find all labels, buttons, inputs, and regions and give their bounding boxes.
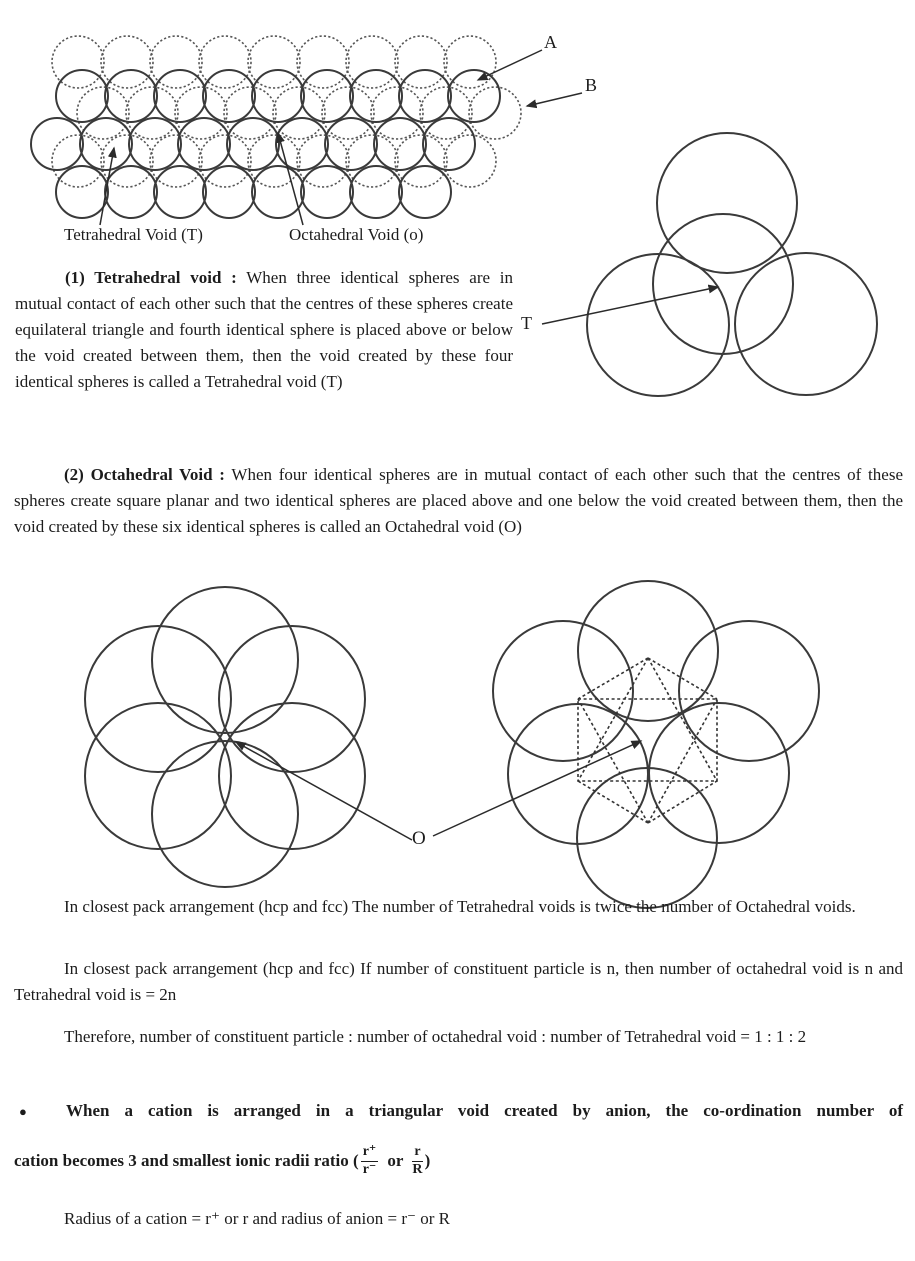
ionic-radii-ratio-formula — [14, 1144, 430, 1179]
fraction-denominator: r⁻ — [362, 1161, 377, 1177]
arrow-to-a-layer — [478, 50, 542, 80]
fraction-numerator: r⁺ — [361, 1144, 379, 1162]
paragraph-therefore-ratio: Therefore, number of constituent particle : number of octahedral void : number of Tetrahedral void = 1 : 1 : 2 — [64, 1027, 807, 1046]
arrow-octahedral-void — [278, 133, 303, 225]
caption-tetrahedral-void: Tetrahedral Void (T) — [64, 225, 203, 244]
bullet-icon: ● — [19, 1104, 27, 1119]
label-a: A — [544, 32, 557, 52]
paragraph-1-lead: (1) Tetrahedral void : — [65, 268, 237, 287]
tetrahedral-void-diagram — [587, 133, 877, 396]
formula-or: or — [387, 1150, 404, 1170]
paragraph-2-lead: (2) Octahedral Void : — [64, 465, 225, 484]
arrow-tetrahedral-void — [100, 148, 114, 225]
formula-prefix: cation becomes 3 and smallest ionic radii ratio ( — [14, 1150, 359, 1170]
caption-octahedral-void: Octahedral Void (o) — [289, 225, 424, 244]
paragraph-octahedral-void — [14, 462, 903, 540]
bullet-text: When a cation is arranged in a triangular void created by anion, the co-ordination number of — [66, 1101, 903, 1120]
label-b: B — [585, 75, 598, 95]
paragraph-tetrahedral-void — [15, 265, 513, 395]
close-packing-diagram — [31, 36, 521, 218]
fraction-denominator: R — [412, 1161, 423, 1177]
paragraph-2-body: When four identical spheres are in mutual contact of each other such that the centres of these spheres create square planar and two identical spheres are placed above and one below the void created between them, then the void created by these six identical spheres is called an Octahedral void (O) — [14, 465, 903, 536]
bullet-point-triangular-void — [14, 1098, 903, 1124]
fraction-r-over-R — [412, 1144, 422, 1179]
paragraph-1-body: When three identical spheres are in mutual contact of each other such that the centres of these spheres create equilateral triangle and fourth identical sphere is placed above or below the void created between them, then the void created by these four identical spheres is called a Tetrahedral void (T) — [15, 268, 514, 391]
arrow-o-left — [236, 742, 412, 840]
paragraph-radius-definitions: Radius of a cation = r⁺ or r and radius of anion = r⁻ or R — [64, 1209, 451, 1228]
fraction-r-plus-over-r-minus — [361, 1144, 379, 1179]
arrow-to-b-layer — [527, 93, 582, 106]
octahedral-void-octahedron-diagram — [493, 581, 819, 908]
dashed-octahedron — [578, 658, 717, 823]
label-t: T — [521, 313, 532, 333]
fraction-numerator: r — [412, 1144, 422, 1162]
paragraph-void-count-n: In closest pack arrangement (hcp and fcc) If number of constituent particle is n, then number of octahedral void is n and Tetrahedral void is = 2n — [14, 959, 903, 1004]
arrow-t-label — [542, 287, 718, 324]
label-o: O — [412, 828, 426, 849]
paragraph-void-count-ratio: In closest pack arrangement (hcp and fcc) The number of Tetrahedral voids is twice the number of Octahedral voids. — [64, 897, 856, 916]
octahedral-void-top-view-diagram — [85, 587, 365, 887]
formula-close-paren: ) — [424, 1150, 431, 1170]
